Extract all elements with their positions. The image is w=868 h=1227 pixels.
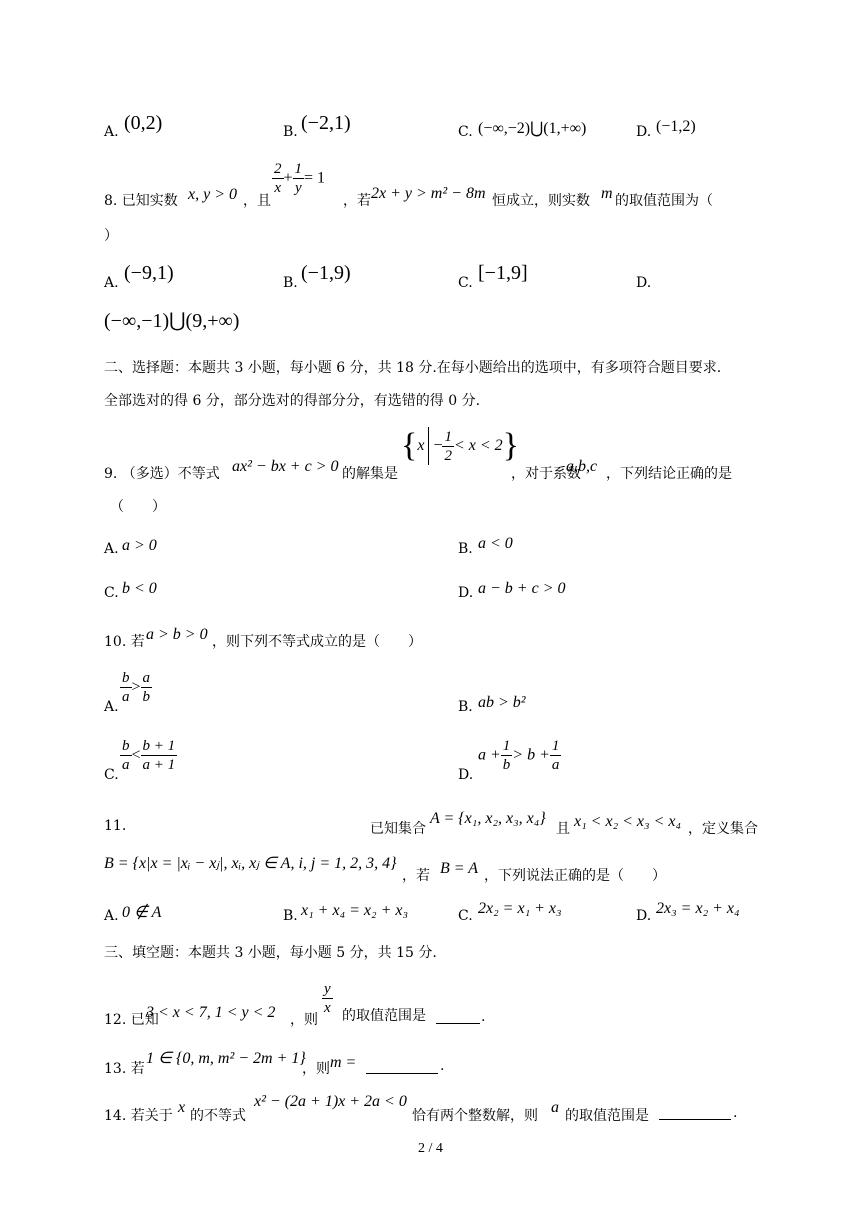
q8-option-d-value: (−∞,−1)⋃(9,+∞)	[104, 310, 240, 332]
q10-option-c-value	[120, 737, 177, 774]
q11-set-b: B = {x|x = |xᵢ − xⱼ|, xᵢ, xⱼ ∈ A, i, j = 1, 2, 3, 4}	[104, 855, 397, 872]
q12-frac-y-over-x	[322, 980, 333, 1017]
q10-d-d2: a	[551, 757, 560, 773]
q10-d-frac-1	[501, 737, 513, 774]
q13-condition: 1 ∈ {0, m, m² − 2m + 1}	[146, 1050, 306, 1067]
q10-a-d2: b	[142, 689, 151, 705]
q7-option-b-label: B.	[283, 124, 298, 140]
q8-inequality: 2x + y > m² − 8m	[371, 185, 486, 202]
q10-prefix: 10. 若	[104, 634, 145, 650]
q14-inequality: x² − (2a + 1)x + 2a < 0	[254, 1093, 407, 1110]
q10-d-frac-2	[550, 737, 562, 774]
q9-option-b-value: a < 0	[478, 535, 513, 552]
q10-option-b-label: B.	[458, 699, 473, 715]
q10-option-d-label: D.	[458, 767, 474, 783]
q10-option-d-value	[478, 737, 561, 774]
q10-c-d1: a	[122, 757, 130, 773]
q10-d-n1: 1	[502, 738, 511, 754]
q12-text-then: ，则	[290, 1012, 318, 1028]
q8-option-a-label: A.	[104, 275, 119, 291]
q10-a-n1: b	[122, 670, 130, 686]
q14-var-a: a	[551, 1099, 559, 1116]
q10-c-d2: a + 1	[142, 757, 176, 773]
q8-text-and: ，且	[243, 193, 271, 209]
q14-suffix: 的取值范围是	[565, 1108, 649, 1124]
q8-var-m: m	[601, 185, 613, 202]
q9-set-rest: < x < 2	[453, 437, 503, 454]
q9-solution-set	[401, 426, 519, 466]
q12-frac-den: x	[324, 1000, 331, 1016]
section-2-line-1: 二、选择题：本题共 3 小题，每小题 6 分，共 18 分.在每小题给出的选项中，有多项符合题目要求.	[104, 360, 722, 376]
q9-frac-half	[442, 428, 454, 465]
q11-number: 11.	[104, 818, 127, 834]
q10-a-d1: a	[122, 689, 130, 705]
q10-a-frac-1	[120, 669, 132, 706]
q10-c-op: <	[131, 746, 141, 764]
q9-prefix: 9. （多选）不等式	[104, 466, 220, 482]
q7-option-c-value: (−∞,−2)⋃(1,+∞)	[478, 120, 587, 137]
q11-option-d-label: D.	[636, 908, 652, 924]
q9-coefficients: a,b,c	[566, 458, 598, 475]
q14-text-ineq: 的不等式	[190, 1108, 246, 1124]
q13-prefix: 13. 若	[104, 1061, 145, 1077]
section-2-line-2: 全部选对的得 6 分，部分选对的得部分分，有选错的得 0 分.	[104, 393, 481, 409]
q11-option-d-value: 2x₃ = x₂ + x₄	[656, 900, 740, 917]
q10-a-frac-2	[141, 669, 153, 706]
q13-period: .	[440, 1058, 445, 1074]
q8-option-b-value: (−1,9)	[301, 262, 351, 284]
q12-suffix: 的取值范围是	[342, 1008, 426, 1024]
q14-answer-blank[interactable]	[659, 1118, 731, 1120]
q7-option-a-value: (0,2)	[124, 112, 163, 134]
q10-a-n2: a	[142, 670, 151, 686]
q9-set-divider	[428, 427, 429, 465]
q8-eq: = 1	[304, 169, 326, 187]
q9-inequality: ax² − bx + c > 0	[232, 458, 339, 475]
q12-period: .	[481, 1009, 486, 1025]
q11-set-a: A = {x₁, x₂, x₃, x₄}	[430, 810, 546, 827]
q9-frac-num: 1	[444, 428, 452, 445]
q11-text-define: ，定义集合	[688, 821, 758, 837]
q10-c-n2: b + 1	[142, 738, 176, 754]
q13-answer-blank[interactable]	[366, 1072, 438, 1074]
q10-c-frac-1	[120, 737, 132, 774]
q14-text-integer: 恰有两个整数解，则	[412, 1108, 538, 1124]
q12-answer-blank[interactable]	[436, 1022, 480, 1024]
q10-c-frac-2	[141, 737, 178, 774]
q12-fraction	[322, 980, 333, 1017]
q9-text-solution: 的解集是	[342, 466, 398, 482]
q9-option-d-value: a − b + c > 0	[478, 580, 566, 597]
q10-option-b-value: ab > b²	[478, 694, 526, 711]
q10-a-op: >	[131, 678, 141, 696]
q9-set-neg: −	[433, 437, 443, 454]
q8-option-b-label: B.	[283, 275, 298, 291]
q8-option-c-value: [−1,9]	[478, 262, 528, 284]
q8-frac1-den: x	[274, 180, 282, 196]
q11-option-b-label: B.	[283, 908, 298, 924]
q9-paren: （ ）	[110, 499, 166, 515]
q8-condition: x, y > 0	[188, 186, 237, 203]
q9-option-c-value: b < 0	[122, 580, 157, 597]
q8-option-d-label: D.	[636, 275, 652, 291]
q8-equation	[272, 160, 325, 197]
q7-option-d-value: (−1,2)	[656, 118, 696, 135]
q9-option-d-label: D.	[458, 585, 474, 601]
q11-option-a-label: A.	[104, 908, 119, 924]
q11-b-equals-a: B = A	[440, 860, 479, 877]
q8-plus: +	[283, 169, 293, 187]
q10-option-a-value	[120, 669, 152, 706]
q10-d-n2: 1	[551, 738, 560, 754]
q9-option-b-label: B.	[458, 541, 473, 557]
q9-frac-den: 2	[444, 447, 452, 464]
q8-option-a-value: (−9,1)	[124, 262, 174, 284]
q12-prefix: 12. 已知	[104, 1012, 159, 1028]
q7-option-c-label: C.	[458, 124, 473, 140]
q7-option-a-label: A.	[104, 124, 119, 140]
q11-order: x₁ < x₂ < x₃ < x₄	[574, 813, 682, 830]
q11-suffix: ，下列说法正确的是（ ）	[484, 868, 666, 884]
q11-option-b-value: x₁ + x₄ = x₂ + x₃	[301, 902, 409, 919]
q12-frac-num: y	[324, 981, 331, 997]
q11-text-given: 已知集合	[370, 821, 426, 837]
q9-option-a-label: A.	[104, 541, 119, 557]
q13-var-m: m =	[330, 1054, 357, 1071]
q9-left-brace: {	[401, 427, 418, 464]
q13-text-then: ，则	[302, 1061, 330, 1077]
q8-text-always: 恒成立，则实数	[492, 193, 590, 209]
q9-text-coef: ，对于系数	[511, 466, 581, 482]
q8-suffix: 的取值范围为（	[615, 193, 713, 209]
q10-d-mid: > b +	[512, 746, 550, 764]
q11-text-if: ，若	[402, 868, 430, 884]
q10-option-a-label: A.	[104, 699, 119, 715]
q8-text-if: ，若	[343, 193, 371, 209]
q8-prefix: 8. 已知实数	[104, 193, 178, 209]
q11-option-c-value: 2x₂ = x₁ + x₃	[478, 900, 562, 917]
q10-condition: a > b > 0	[146, 626, 208, 643]
section-3-header: 三、填空题：本题共 3 小题，每小题 5 分，共 15 分.	[104, 945, 437, 961]
q8-frac2-den: y	[294, 180, 302, 196]
q9-set-x: x	[417, 437, 425, 454]
q9-right-brace: }	[502, 427, 519, 464]
q8-close-paren: ）	[104, 228, 118, 244]
q12-condition: 3 < x < 7, 1 < y < 2	[146, 1004, 276, 1021]
q9-option-c-label: C.	[104, 585, 119, 601]
q14-period: .	[733, 1105, 738, 1121]
q10-d-d1: b	[502, 757, 511, 773]
q8-option-c-label: C.	[458, 275, 473, 291]
q10-d-pre: a +	[478, 746, 501, 764]
q11-option-a-value: 0 ∉ A	[122, 904, 162, 921]
q7-option-b-value: (−2,1)	[301, 112, 351, 134]
q8-frac-2-over-x	[272, 160, 284, 197]
q10-option-c-label: C.	[104, 767, 119, 783]
q7-option-d-label: D.	[636, 124, 652, 140]
q8-frac1-num: 2	[274, 161, 282, 177]
q8-frac2-num: 1	[294, 161, 303, 177]
q11-text-and: 且	[556, 821, 570, 837]
q14-prefix: 14. 若关于	[104, 1108, 173, 1124]
q14-var-x: x	[178, 1099, 186, 1116]
q10-c-n1: b	[122, 738, 130, 754]
q11-option-c-label: C.	[458, 908, 473, 924]
q9-option-a-value: a > 0	[122, 537, 157, 554]
q9-suffix: ，下列结论正确的是	[606, 466, 732, 482]
q10-suffix: ，则下列不等式成立的是（ ）	[212, 634, 422, 650]
q8-frac-1-over-y	[293, 160, 305, 197]
page-number: 2 / 4	[418, 1141, 443, 1156]
